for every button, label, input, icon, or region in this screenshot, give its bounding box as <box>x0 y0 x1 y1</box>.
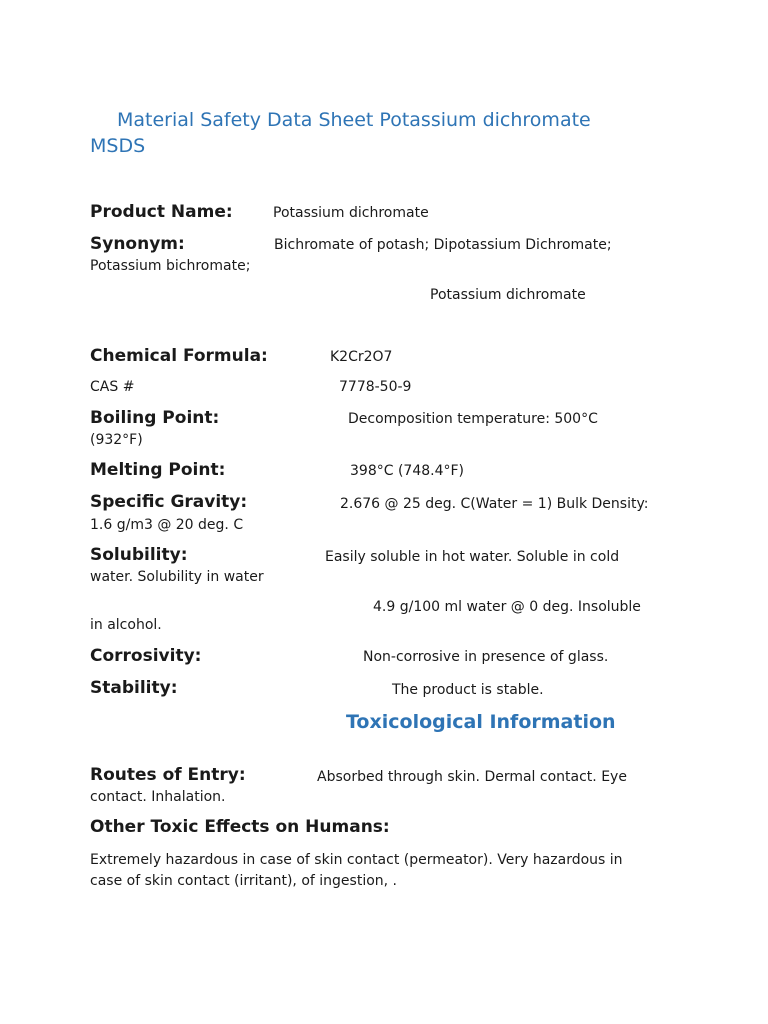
cas-value: 7778-50-9 <box>339 379 412 395</box>
specific-gravity-label: Specific Gravity: <box>90 492 248 512</box>
synonym-label: Synonym: <box>90 234 185 254</box>
melting-point-label: Melting Point: <box>90 460 226 480</box>
solubility-value-line4: in alcohol. <box>90 617 162 633</box>
melting-point-value: 398°C (748.4°F) <box>350 463 465 479</box>
routes-of-entry-value-line2: contact. Inhalation. <box>90 789 226 805</box>
chemical-formula-value: K2Cr2O7 <box>330 349 393 365</box>
solubility-label: Solubility: <box>90 545 188 565</box>
solubility-value-line1: Easily soluble in hot water. Soluble in cold <box>325 549 620 565</box>
synonym-value-line1: Bichromate of potash; Dipotassium Dichromate; <box>274 237 612 253</box>
other-toxic-effects-value-line1: Extremely hazardous in case of skin contact (permeator). Very hazardous in <box>90 852 623 868</box>
stability-value: The product is stable. <box>392 682 544 698</box>
routes-of-entry-label: Routes of Entry: <box>90 765 246 785</box>
corrosivity-label: Corrosivity: <box>90 646 202 666</box>
product-name-value: Potassium dichromate <box>273 205 429 221</box>
boiling-point-value-line1: Decomposition temperature: 500°C <box>348 411 598 427</box>
document-title-line2: MSDS <box>90 135 146 157</box>
toxicological-information-heading: Toxicological Information <box>346 711 616 733</box>
stability-label: Stability: <box>90 678 178 698</box>
synonym-value-line3: Potassium dichromate <box>430 287 586 303</box>
solubility-value-line2: water. Solubility in water <box>90 569 264 585</box>
other-toxic-effects-value-line2: case of skin contact (irritant), of ingestion, . <box>90 873 398 889</box>
document-title-line1: Material Safety Data Sheet Potassium dichromate <box>117 109 591 131</box>
routes-of-entry-value-line1: Absorbed through skin. Dermal contact. Eye <box>317 769 627 785</box>
corrosivity-value: Non-corrosive in presence of glass. <box>363 649 609 665</box>
specific-gravity-value-line2: 1.6 g/m3 @ 20 deg. C <box>90 517 244 533</box>
chemical-formula-label: Chemical Formula: <box>90 346 268 366</box>
boiling-point-value-line2: (932°F) <box>90 432 143 448</box>
specific-gravity-value-line1: 2.676 @ 25 deg. C(Water = 1) Bulk Density: <box>340 496 649 512</box>
synonym-value-line2: Potassium bichromate; <box>90 258 251 274</box>
boiling-point-label: Boiling Point: <box>90 408 220 428</box>
other-toxic-effects-label: Other Toxic Effects on Humans: <box>90 817 390 837</box>
solubility-value-line3: 4.9 g/100 ml water @ 0 deg. Insoluble <box>373 599 641 615</box>
cas-label: CAS # <box>90 379 135 395</box>
product-name-label: Product Name: <box>90 202 233 222</box>
